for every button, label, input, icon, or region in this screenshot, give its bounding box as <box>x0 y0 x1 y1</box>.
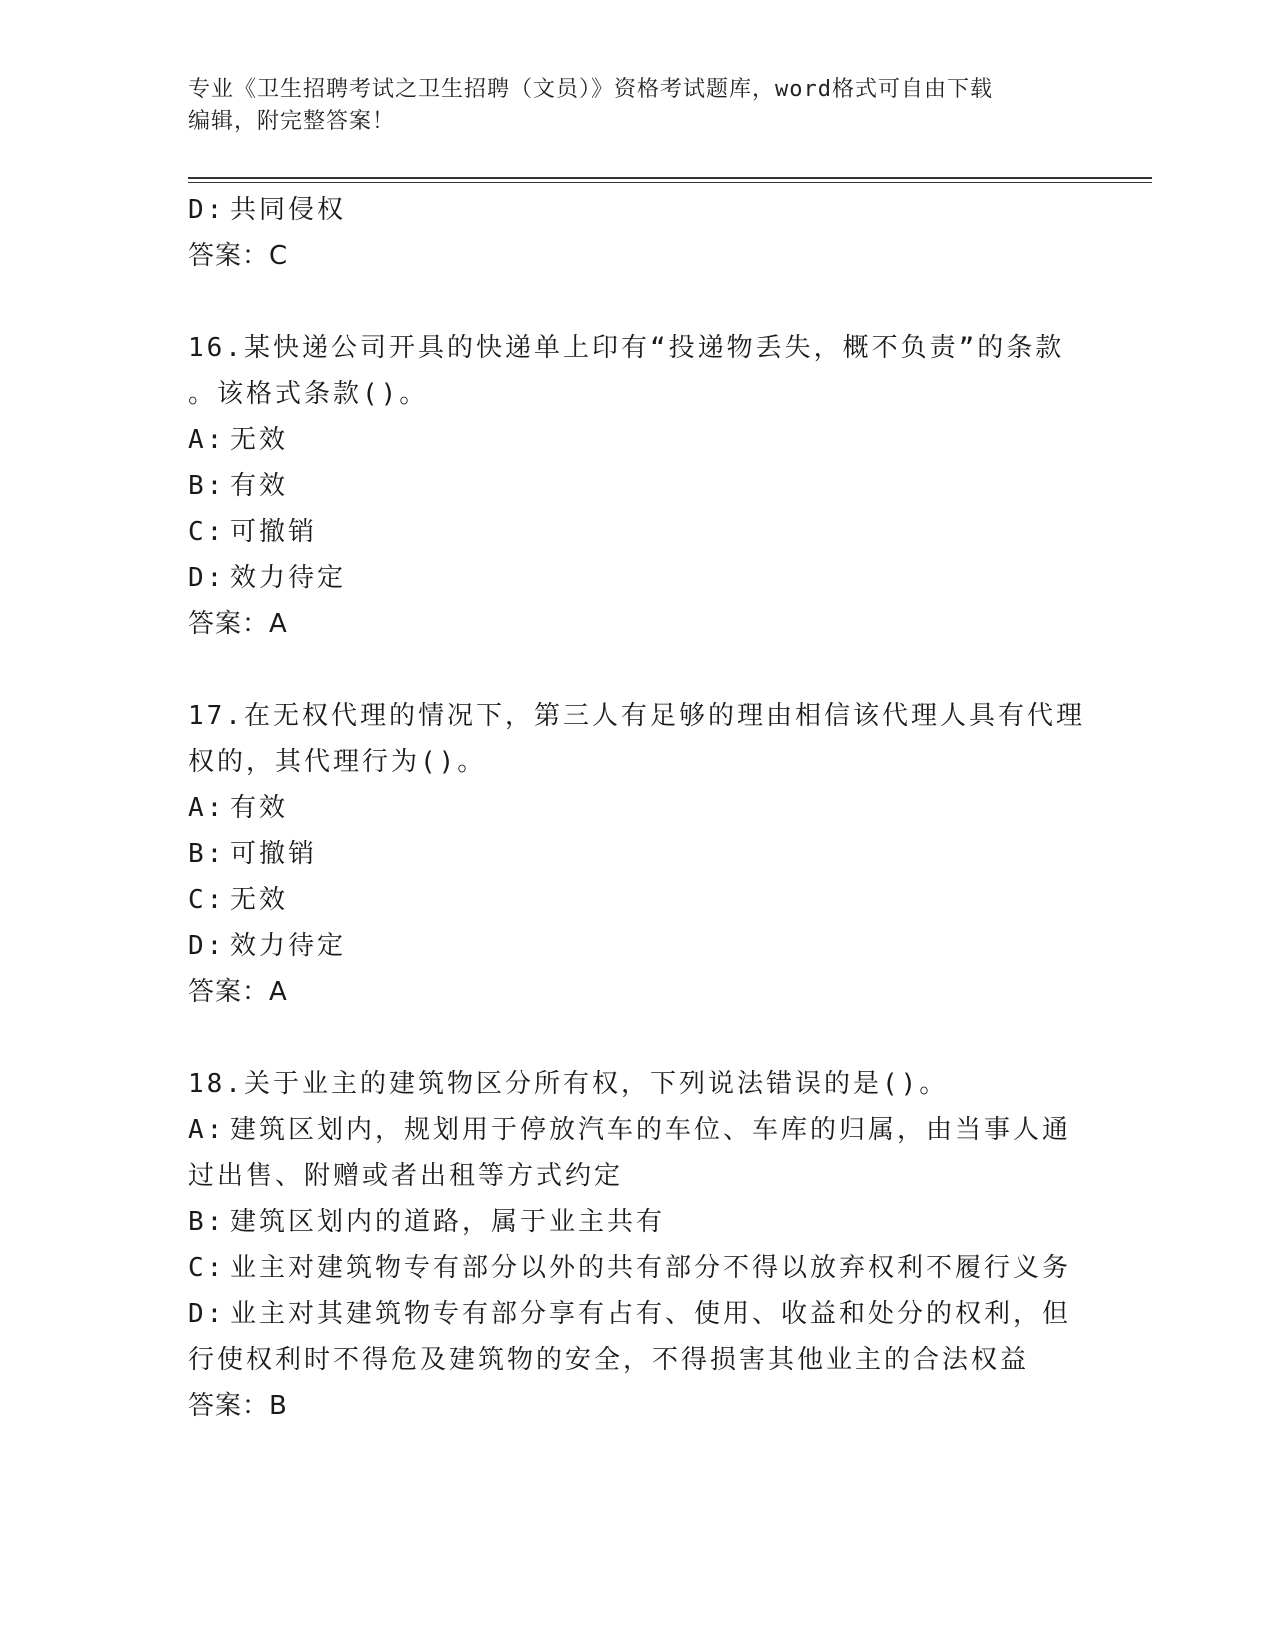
option-text: 有效 <box>230 471 289 501</box>
option-label: D: <box>188 931 226 961</box>
option-label: D: <box>188 195 226 225</box>
answer: 答案：B <box>188 1391 288 1421</box>
prev-option-d <box>188 187 1068 233</box>
option-a <box>188 785 1068 831</box>
question-stem: 16.某快递公司开具的快递单上印有“投递物丢失，概不负责”的条款 <box>188 333 1065 363</box>
option-d <box>188 923 1068 969</box>
prev-answer: 答案：C <box>188 241 289 271</box>
option-d <box>188 1291 1072 1337</box>
question-block-16 <box>188 325 1068 647</box>
option-label: B: <box>188 1207 226 1237</box>
answer: 答案：A <box>188 609 288 639</box>
option-c <box>188 877 1068 923</box>
header-line: 专业《卫生招聘考试之卫生招聘（文员）》资格考试题库，word格式可自由下载 <box>188 77 993 102</box>
option-label: D: <box>188 563 226 593</box>
question-content <box>188 187 1085 1429</box>
header-divider-thin <box>188 182 1152 183</box>
option-c <box>188 509 1068 555</box>
header-divider <box>188 177 1152 179</box>
option-text: 可撤销 <box>230 839 318 869</box>
question-block-17 <box>188 693 1085 1015</box>
option-label: A: <box>188 425 226 455</box>
option-label: C: <box>188 1253 226 1283</box>
option-c <box>188 1245 1072 1291</box>
option-text: 共同侵权 <box>230 195 347 225</box>
option-a <box>188 417 1068 463</box>
question-stem: 18.关于业主的建筑物区分所有权，下列说法错误的是()。 <box>188 1069 949 1099</box>
option-text: 可撤销 <box>230 517 318 547</box>
option-label: B: <box>188 839 226 869</box>
spacer <box>188 1015 1068 1061</box>
option-a <box>188 1107 1072 1153</box>
header-line: 编辑，附完整答案！ <box>188 109 396 134</box>
option-b <box>188 1199 1068 1245</box>
option-label: B: <box>188 471 226 501</box>
option-text: 有效 <box>230 793 289 823</box>
question-block-18 <box>188 1061 1072 1429</box>
option-text: 建筑区划内，规划用于停放汽车的车位、车库的归属，由当事人通 <box>230 1115 1072 1145</box>
option-text: 业主对建筑物专有部分以外的共有部分不得以放弃权利不履行义务 <box>230 1253 1072 1283</box>
option-text: 无效 <box>230 885 289 915</box>
answer: 答案：A <box>188 977 288 1007</box>
option-d <box>188 555 1068 601</box>
option-label: C: <box>188 885 226 915</box>
question-stem: 权的，其代理行为()。 <box>188 747 487 777</box>
question-stem: 17.在无权代理的情况下，第三人有足够的理由相信该代理人具有代理 <box>188 701 1085 731</box>
option-label: C: <box>188 517 226 547</box>
option-label: D: <box>188 1299 226 1329</box>
option-text: 效力待定 <box>230 931 347 961</box>
document-header <box>188 74 1088 138</box>
option-a-continued: 过出售、附赠或者出租等方式约定 <box>188 1161 624 1191</box>
option-text: 无效 <box>230 425 289 455</box>
option-text: 效力待定 <box>230 563 347 593</box>
option-b <box>188 831 1068 877</box>
option-b <box>188 463 1068 509</box>
option-text: 业主对其建筑物专有部分享有占有、使用、收益和处分的权利，但 <box>230 1299 1072 1329</box>
option-d-continued: 行使权利时不得危及建筑物的安全，不得损害其他业主的合法权益 <box>188 1345 1030 1375</box>
option-label: A: <box>188 1115 226 1145</box>
spacer <box>188 647 1068 693</box>
question-stem: 。该格式条款()。 <box>188 379 429 409</box>
spacer <box>188 279 1068 325</box>
option-label: A: <box>188 793 226 823</box>
option-text: 建筑区划内的道路，属于业主共有 <box>230 1207 666 1237</box>
